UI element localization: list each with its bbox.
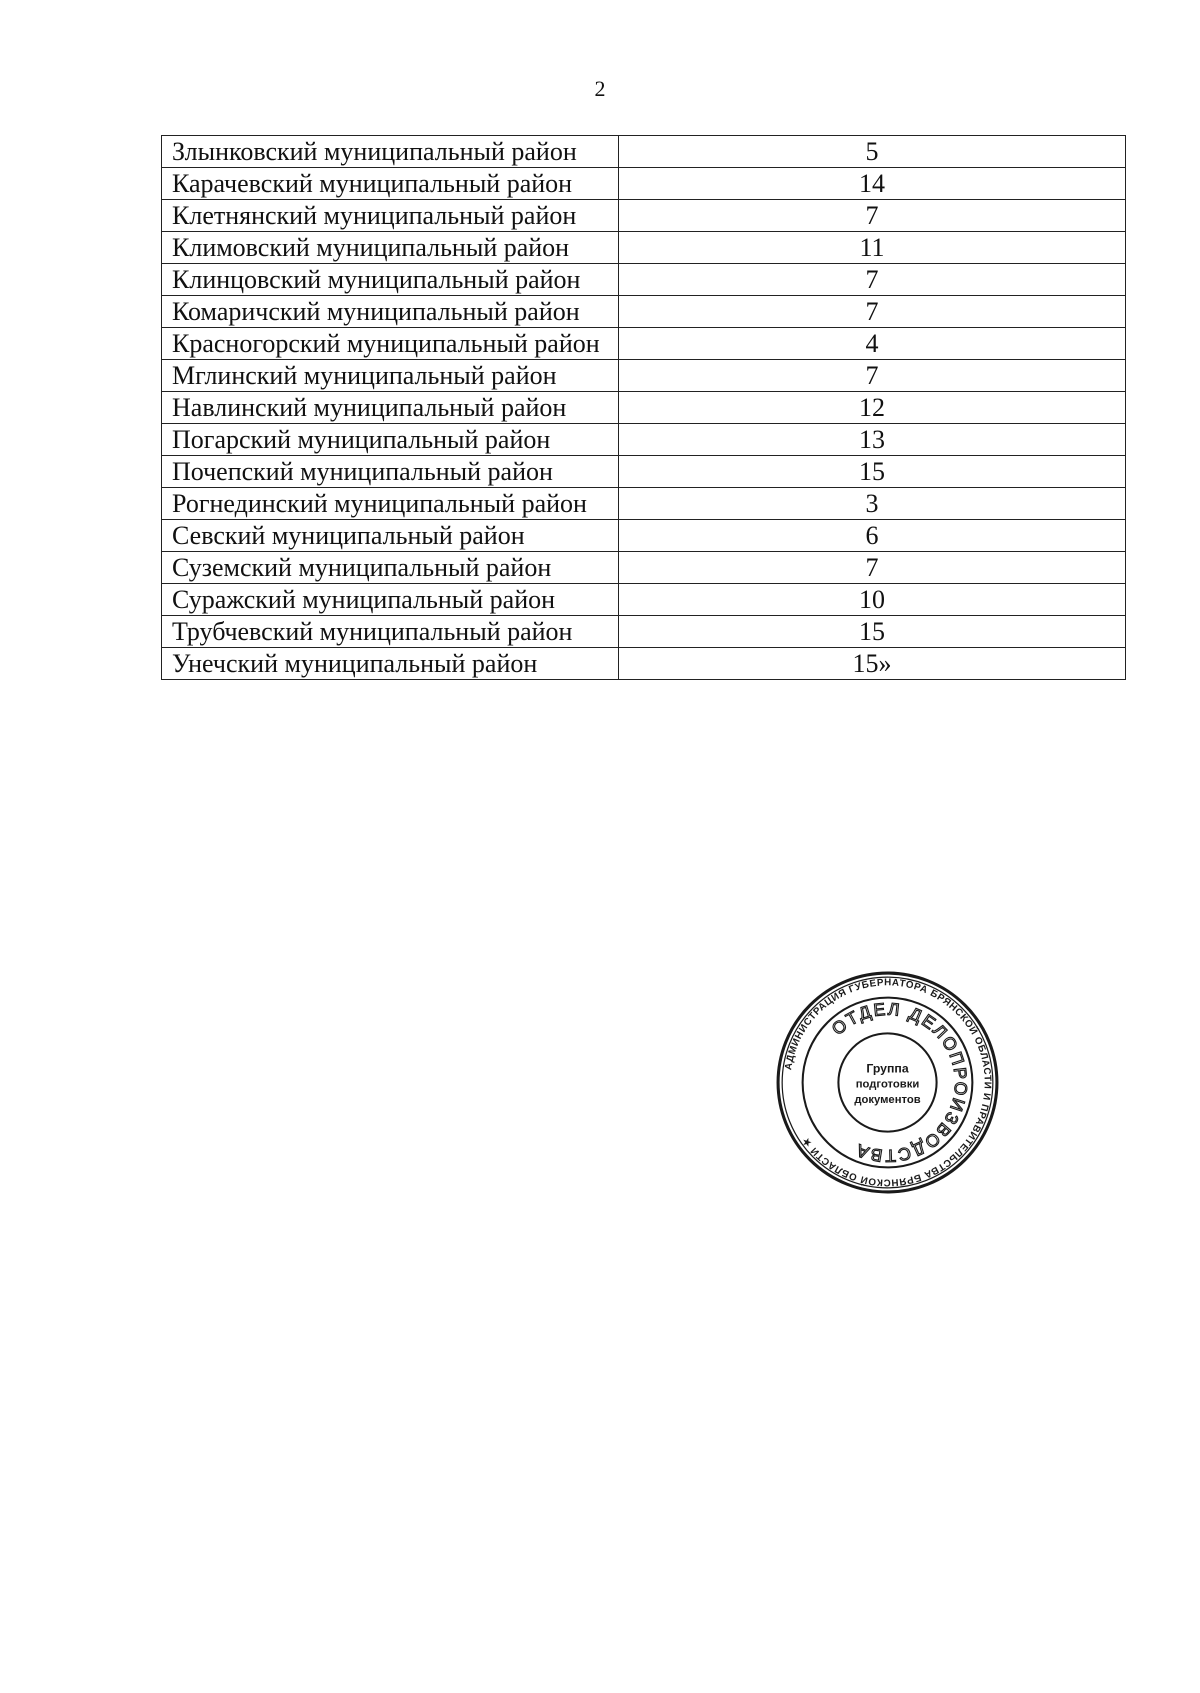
district-value: 6 — [619, 520, 1126, 552]
table-row — [162, 520, 1126, 552]
district-name: Рогнединский муниципальный район — [162, 488, 619, 520]
table-row — [162, 648, 1126, 680]
district-value: 4 — [619, 328, 1126, 360]
district-value: 10 — [619, 584, 1126, 616]
district-value: 11 — [619, 232, 1126, 264]
stamp-center-line-3: документов — [854, 1093, 921, 1106]
table-row — [162, 328, 1126, 360]
district-value: 3 — [619, 488, 1126, 520]
table-row — [162, 488, 1126, 520]
district-name: Карачевский муниципальный район — [162, 168, 619, 200]
table-row — [162, 584, 1126, 616]
table-row — [162, 168, 1126, 200]
official-stamp — [775, 970, 1000, 1195]
table-row — [162, 392, 1126, 424]
district-value: 15 — [619, 616, 1126, 648]
district-value: 7 — [619, 552, 1126, 584]
district-name: Клетнянский муниципальный район — [162, 200, 619, 232]
district-name: Климовский муниципальный район — [162, 232, 619, 264]
district-value: 15 — [619, 456, 1126, 488]
district-value: 15» — [619, 648, 1126, 680]
district-name: Суземский муниципальный район — [162, 552, 619, 584]
table-row — [162, 616, 1126, 648]
table-row — [162, 264, 1126, 296]
district-name: Почепский муниципальный район — [162, 456, 619, 488]
page-number: 2 — [594, 76, 606, 101]
table-row — [162, 456, 1126, 488]
district-name: Суражский муниципальный район — [162, 584, 619, 616]
table-row — [162, 296, 1126, 328]
district-name: Красногорский муниципальный район — [162, 328, 619, 360]
stamp-center-line-2: подготовки — [855, 1078, 920, 1091]
table-row — [162, 200, 1126, 232]
district-value: 7 — [619, 264, 1126, 296]
table-row — [162, 360, 1126, 392]
stamp-center-line-1: Группа — [866, 1061, 909, 1076]
district-value: 5 — [619, 136, 1126, 168]
stamp-outer-text: АДМИНИСТРАЦИЯ ГУБЕРНАТОРА БРЯНСКОЙ ОБЛАСТИ И ПРАВИТЕЛЬСТВА БРЯНСКОЙ ОБЛАСТИ ★ — [783, 977, 993, 1188]
district-name: Мглинский муниципальный район — [162, 360, 619, 392]
district-name: Унечский муниципальный район — [162, 648, 619, 680]
district-name: Трубчевский муниципальный район — [162, 616, 619, 648]
table-row — [162, 552, 1126, 584]
table-row — [162, 136, 1126, 168]
districts-table — [161, 135, 1126, 680]
district-value: 7 — [619, 360, 1126, 392]
stamp-middle-text: ОТДЕЛ ДЕЛОПРОИЗВОДСТВА — [827, 998, 972, 1167]
district-value: 12 — [619, 392, 1126, 424]
district-name: Навлинский муниципальный район — [162, 392, 619, 424]
district-value: 14 — [619, 168, 1126, 200]
district-name: Комаричский муниципальный район — [162, 296, 619, 328]
district-name: Севский муниципальный район — [162, 520, 619, 552]
district-value: 13 — [619, 424, 1126, 456]
district-name: Клинцовский муниципальный район — [162, 264, 619, 296]
district-value: 7 — [619, 200, 1126, 232]
district-name: Злынковский муниципальный район — [162, 136, 619, 168]
table-row — [162, 424, 1126, 456]
district-value: 7 — [619, 296, 1126, 328]
district-name: Погарский муниципальный район — [162, 424, 619, 456]
table-row — [162, 232, 1126, 264]
